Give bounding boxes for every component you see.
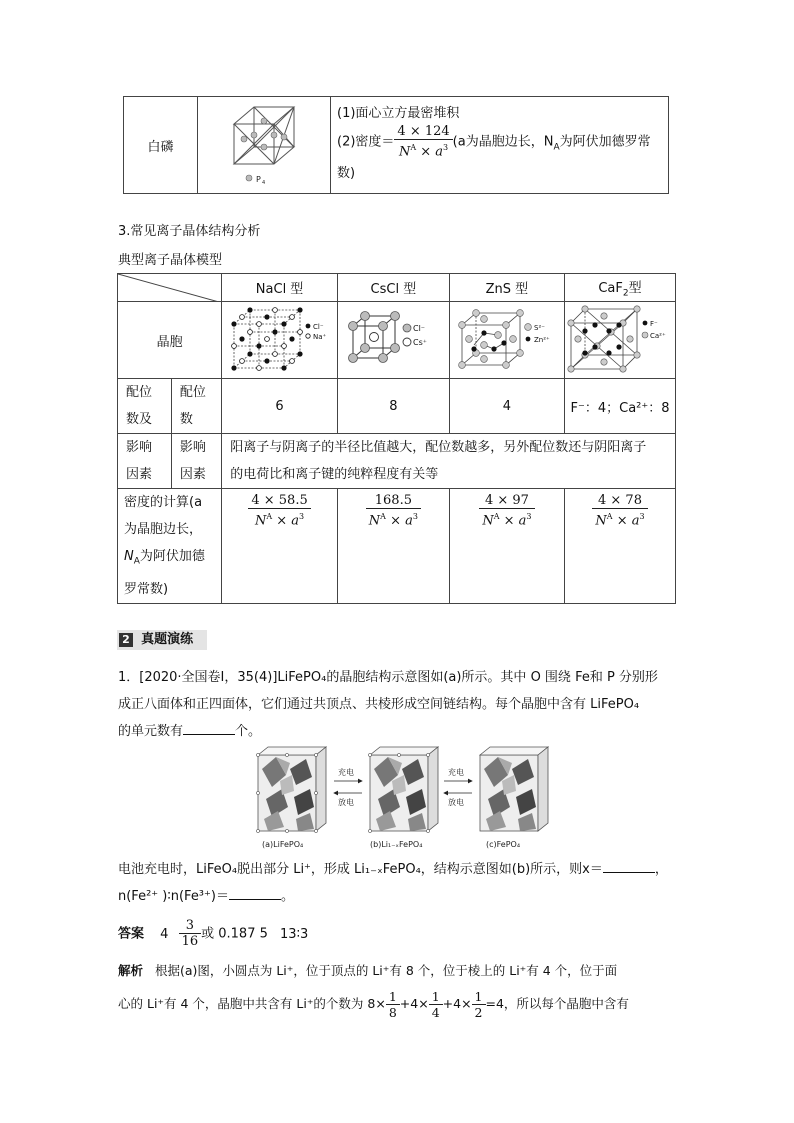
- section-title: 真题演练: [141, 632, 194, 647]
- desc-line3: 数): [337, 166, 356, 182]
- row-label-cell: [124, 97, 198, 194]
- cell-label: 晶胞: [118, 302, 222, 379]
- white-phosphorus-table: [123, 96, 669, 194]
- answer-v2: 或 0.187 5: [201, 926, 268, 942]
- question1-part2: [118, 856, 688, 910]
- zns-legend-s: S²⁻: [534, 324, 546, 332]
- discharge-label-2: 放电: [448, 798, 464, 807]
- header-zns: ZnS 型: [449, 274, 564, 302]
- coord-label-inner: 配位 数: [171, 379, 221, 434]
- question1-line2: 成正八面体和正四面体，它们通过共顶点、共棱形成空间链结构。每个晶胞中含有 LiFePO₄: [118, 697, 640, 712]
- answer-blank-1[interactable]: [183, 720, 235, 735]
- p4-legend-sub: 4: [262, 180, 266, 186]
- cell-c: [480, 747, 548, 831]
- density-caf2: $\frac{4 \times 78}{N^A \times a^3}$: [565, 489, 676, 604]
- nacl-figure-cell: [222, 302, 338, 379]
- answer-fraction: $\frac{3}{16}$: [179, 918, 202, 950]
- ionic-crystal-table: [117, 273, 676, 604]
- cscl-legend-cl: Cl⁻: [413, 324, 426, 333]
- analysis-line1: 解析 根据(a)图，小圆点为 Li⁺，位于顶点的 Li⁺有 8 个，位于棱上的 Li⁺有 4 个，位于面: [118, 963, 618, 978]
- question1-line4: 电池充电时，LiFeO₄脱出部分 Li⁺，形成 Li₁₋ₓFePO₄，结构示意图如(b)所示，则x＝ ，: [118, 856, 688, 883]
- coord-cscl: 8: [337, 379, 449, 434]
- section-bar: [117, 630, 207, 650]
- cscl-cell-figure: [343, 308, 443, 368]
- cell-a: [256, 747, 326, 833]
- zns-figure-cell: [449, 302, 564, 379]
- lifepo4-figure: [254, 745, 549, 851]
- header-caf2: CaF$_2$型: [565, 274, 676, 302]
- cscl-legend-cs: Cs⁺: [413, 338, 428, 347]
- cscl-figure-cell: [337, 302, 449, 379]
- caf2-legend-f: F⁻: [650, 320, 658, 328]
- answer-blank-x[interactable]: [603, 858, 655, 873]
- nacl-legend-cl: Cl⁻: [312, 323, 324, 331]
- factor-label-outer: 影响 因素: [118, 434, 172, 489]
- analysis-line2: 心的 Li⁺有 4 个，晶胞中共含有 Li⁺的个数为 8× $\frac{1}{8}$ +4× $\frac{1}{4}$ +4× $\frac{1}{2}$ =4，所以每个晶胞中含有: [118, 988, 629, 1020]
- caf2-cell-figure: [565, 303, 675, 373]
- question1-line1: 1．[2020·全国卷Ⅰ，35(4)]LiFePO₄的晶胞结构示意图如(a)所示。其中 O 围绕 Fe和 P 分别形: [118, 670, 658, 685]
- coord-caf2: F⁻：4；Ca²⁺：8: [565, 379, 676, 434]
- charge-label-1: 充电: [338, 768, 354, 777]
- density-cscl: $\frac{168.5}{N^A \times a^3}$: [337, 489, 449, 604]
- caf2-legend-ca: Ca²⁺: [650, 332, 666, 340]
- desc-line1: (1)面心立方最密堆积: [337, 105, 460, 121]
- row-label: 白磷: [147, 139, 174, 155]
- p4-description-cell: [331, 97, 669, 194]
- factor-label-inner: 影响 因素: [171, 434, 221, 489]
- answer-v1: 4: [160, 926, 169, 942]
- charge-label-2: 充电: [448, 768, 464, 777]
- discharge-label-1: 放电: [338, 798, 354, 807]
- fig-label-b: (b)Li₁₋ₓFePO₄: [370, 840, 423, 849]
- factor-text: 阳离子与阴离子的半径比值越大，配位数越多，另外配位数还与阴阳离子 的电荷比和离子键的纯粹程度有关等: [222, 434, 676, 489]
- desc-line2: (2)密度＝ $\frac{4 \times 124}{N^A \times a^3}$ (a为晶胞边长，$N_A$为阿伏加德罗常: [337, 123, 651, 160]
- density-label: 密度的计算(a 为晶胞边长， $N_A$为阿伏加德 罗常数): [118, 489, 222, 604]
- header-cscl: CsCl 型: [337, 274, 449, 302]
- answer-v3: 13∶3: [280, 926, 309, 942]
- section3-heading: 3.常见离子晶体结构分析: [118, 224, 261, 239]
- header-nacl: NaCl 型: [222, 274, 338, 302]
- analysis: [118, 958, 688, 1024]
- section-number-badge: 2: [119, 633, 133, 647]
- question1-text: [118, 664, 688, 745]
- nacl-cell-figure: [224, 302, 336, 374]
- nacl-legend-na: Na⁺: [312, 333, 326, 341]
- answer-line: [118, 918, 308, 950]
- question1-line5: n(Fe²⁺ )∶n(Fe³⁺)＝ 。: [118, 883, 688, 910]
- density-fraction: $\frac{4 \times 124}{N^A \times a^3}$: [394, 124, 452, 160]
- section3-subheading: 典型离子晶体模型: [118, 253, 223, 268]
- fig-label-a: (a)LiFePO₄: [262, 840, 304, 849]
- caf2-figure-cell: [565, 302, 676, 379]
- coord-nacl: 6: [222, 379, 338, 434]
- answer-label: 答案: [118, 926, 145, 942]
- density-nacl: $\frac{4 \times 58.5}{N^A \times a^3}$: [222, 489, 338, 604]
- p4-crystal-figure: [219, 99, 309, 187]
- zns-legend-zn: Zn²⁺: [534, 336, 551, 344]
- question1-line3: 的单元数有 个。: [118, 718, 688, 745]
- coord-zns: 4: [449, 379, 564, 434]
- answer-blank-ratio[interactable]: [229, 885, 281, 900]
- coord-label-outer: 配位 数及: [118, 379, 172, 434]
- header-diagonal-cell: [118, 274, 222, 302]
- p4-figure-cell: [198, 97, 331, 194]
- cell-b: [368, 747, 438, 833]
- fig-label-c: (c)FePO₄: [486, 840, 521, 849]
- diagonal-line: [118, 274, 219, 302]
- p4-legend: P: [256, 175, 261, 184]
- zns-cell-figure: [454, 305, 559, 371]
- density-zns: $\frac{4 \times 97}{N^A \times a^3}$: [449, 489, 564, 604]
